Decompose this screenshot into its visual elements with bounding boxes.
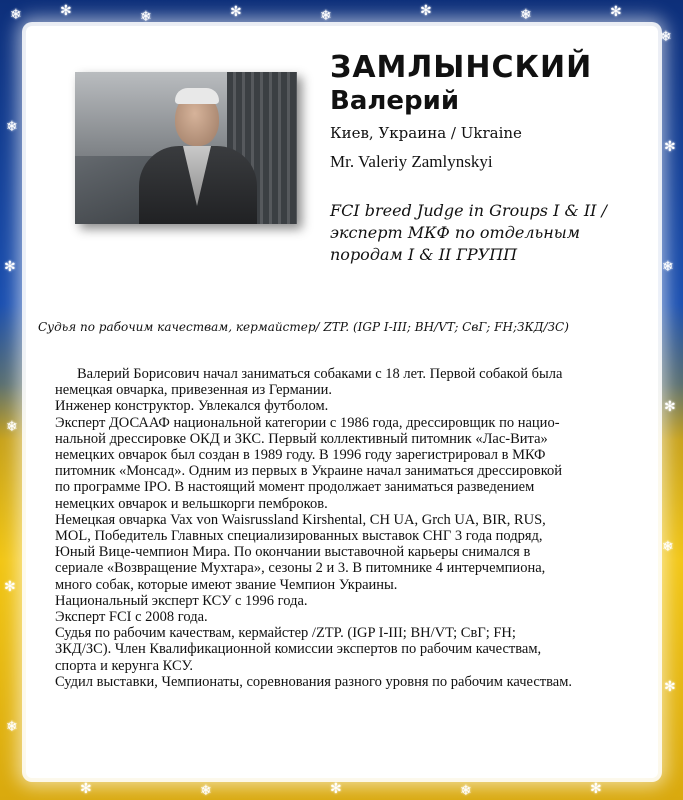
- fci-line-2: эксперт МКФ по отдельным: [330, 223, 581, 242]
- snowflake-icon: ❄: [662, 539, 674, 555]
- bio-line: немецкая овчарка, привезенная из Германии.: [55, 382, 332, 399]
- snowflake-icon: ❄: [460, 783, 472, 799]
- bio-line: нальной дрессировке ОКД и ЗКС. Первый коллективный питомник «Лас-Вита»: [55, 430, 548, 447]
- location: Киев, Украина / Ukraine: [330, 124, 522, 142]
- bio-line: Национальный эксперт КСУ с 1996 года.: [55, 592, 308, 609]
- bio-line: MOL, Победитель Главных специализированных выставок СНГ 3 года подряд,: [55, 528, 543, 545]
- bio-line: Инженер конструктор. Увлекался футболом.: [55, 398, 329, 415]
- snowflake-icon: ✻: [230, 4, 242, 20]
- snowflake-icon: ✻: [664, 679, 676, 695]
- fci-line-3: породам I & II ГРУПП: [330, 245, 518, 264]
- snowflake-icon: ❄: [662, 259, 674, 275]
- fci-credentials: [330, 200, 630, 266]
- bio-line: Эксперт ДОСААФ национальной категории с 1986 года, дрессировщик по нацио-: [55, 414, 560, 431]
- bio-line: Судья по рабочим качествам, кермайстер /ZTP. (IGP I-III; BH/VT; СвГ; FH;: [55, 625, 516, 642]
- bio-line: Валерий Борисович начал заниматься собаками с 18 лет. Первой собакой была: [77, 366, 563, 382]
- bio-line: ЗКД/ЗС). Член Квалификационной комиссии экспертов по рабочим качествам,: [55, 641, 542, 658]
- biography: [55, 366, 655, 690]
- snowflake-icon: ❄: [140, 9, 152, 25]
- fci-line-1: FCI breed Judge in Groups I & II /: [330, 201, 607, 220]
- name-english: Mr. Valeriy Zamlynskyi: [330, 152, 493, 171]
- snowflake-icon: ❄: [6, 119, 18, 135]
- snowflake-icon: ❄: [6, 719, 18, 735]
- snowflake-icon: ❄: [660, 29, 672, 45]
- bio-line: спорта и керунга КСУ.: [55, 657, 193, 674]
- working-judge-title: Судья по рабочим качествам, кермайстер/ ZTP. (IGP I-III; BH/VT; СвГ; FH;ЗКД/ЗС): [38, 320, 569, 334]
- snowflake-icon: ❄: [10, 7, 22, 23]
- bio-line: Юный Вице-чемпион Мира. По окончании выставочной карьеры снимался в: [55, 544, 531, 561]
- snowflake-icon: ✻: [60, 3, 72, 19]
- snowflake-icon: ❄: [320, 8, 332, 24]
- snowflake-icon: ✻: [664, 399, 676, 415]
- bio-line: немецких овчарок и вельшкорги пемброков.: [55, 495, 328, 512]
- snowflake-icon: ✻: [4, 259, 16, 275]
- bio-line: Эксперт FCI с 2008 года.: [55, 609, 208, 626]
- snowflake-icon: ✻: [664, 139, 676, 155]
- snowflake-icon: ✻: [590, 781, 602, 797]
- snowflake-icon: ✻: [4, 579, 16, 595]
- photo-hair: [175, 88, 219, 104]
- bio-line: Немецкая овчарка Vax von Waisrussland Kirshental, CH UA, Grch UA, BIR, RUS,: [55, 511, 546, 528]
- snowflake-icon: ❄: [200, 783, 212, 799]
- bio-line: много собак, которые имеют звание Чемпион Украины.: [55, 576, 398, 593]
- bio-line: немецких овчарок был создан в 1989 году. В 1996 году зарегистрировал в МКФ: [55, 447, 546, 464]
- bio-line: Судил выставки, Чемпионаты, соревнования разного уровня по рабочим качествам.: [55, 673, 573, 690]
- bio-line: по программе IPO. В настоящий момент продолжает заниматься разведением: [55, 479, 535, 496]
- snowflake-icon: ❄: [520, 7, 532, 23]
- snowflake-icon: ✻: [610, 4, 622, 20]
- snowflake-icon: ✻: [80, 781, 92, 797]
- bio-line: сериале «Возвращение Мухтара», сезоны 2 и 3. В питомнике 4 интерчемпиона,: [55, 560, 546, 577]
- snowflake-icon: ✻: [330, 781, 342, 797]
- surname: ЗАМЛЫНСКИЙ: [330, 50, 593, 85]
- judge-portrait-photo: [75, 72, 297, 224]
- given-name: Валерий: [330, 86, 460, 116]
- snowflake-icon: ❄: [6, 419, 18, 435]
- bio-line: питомник «Монсад». Одним из первых в Украине начал заниматься дрессировкой: [55, 463, 563, 480]
- snowflake-icon: ✻: [420, 3, 432, 19]
